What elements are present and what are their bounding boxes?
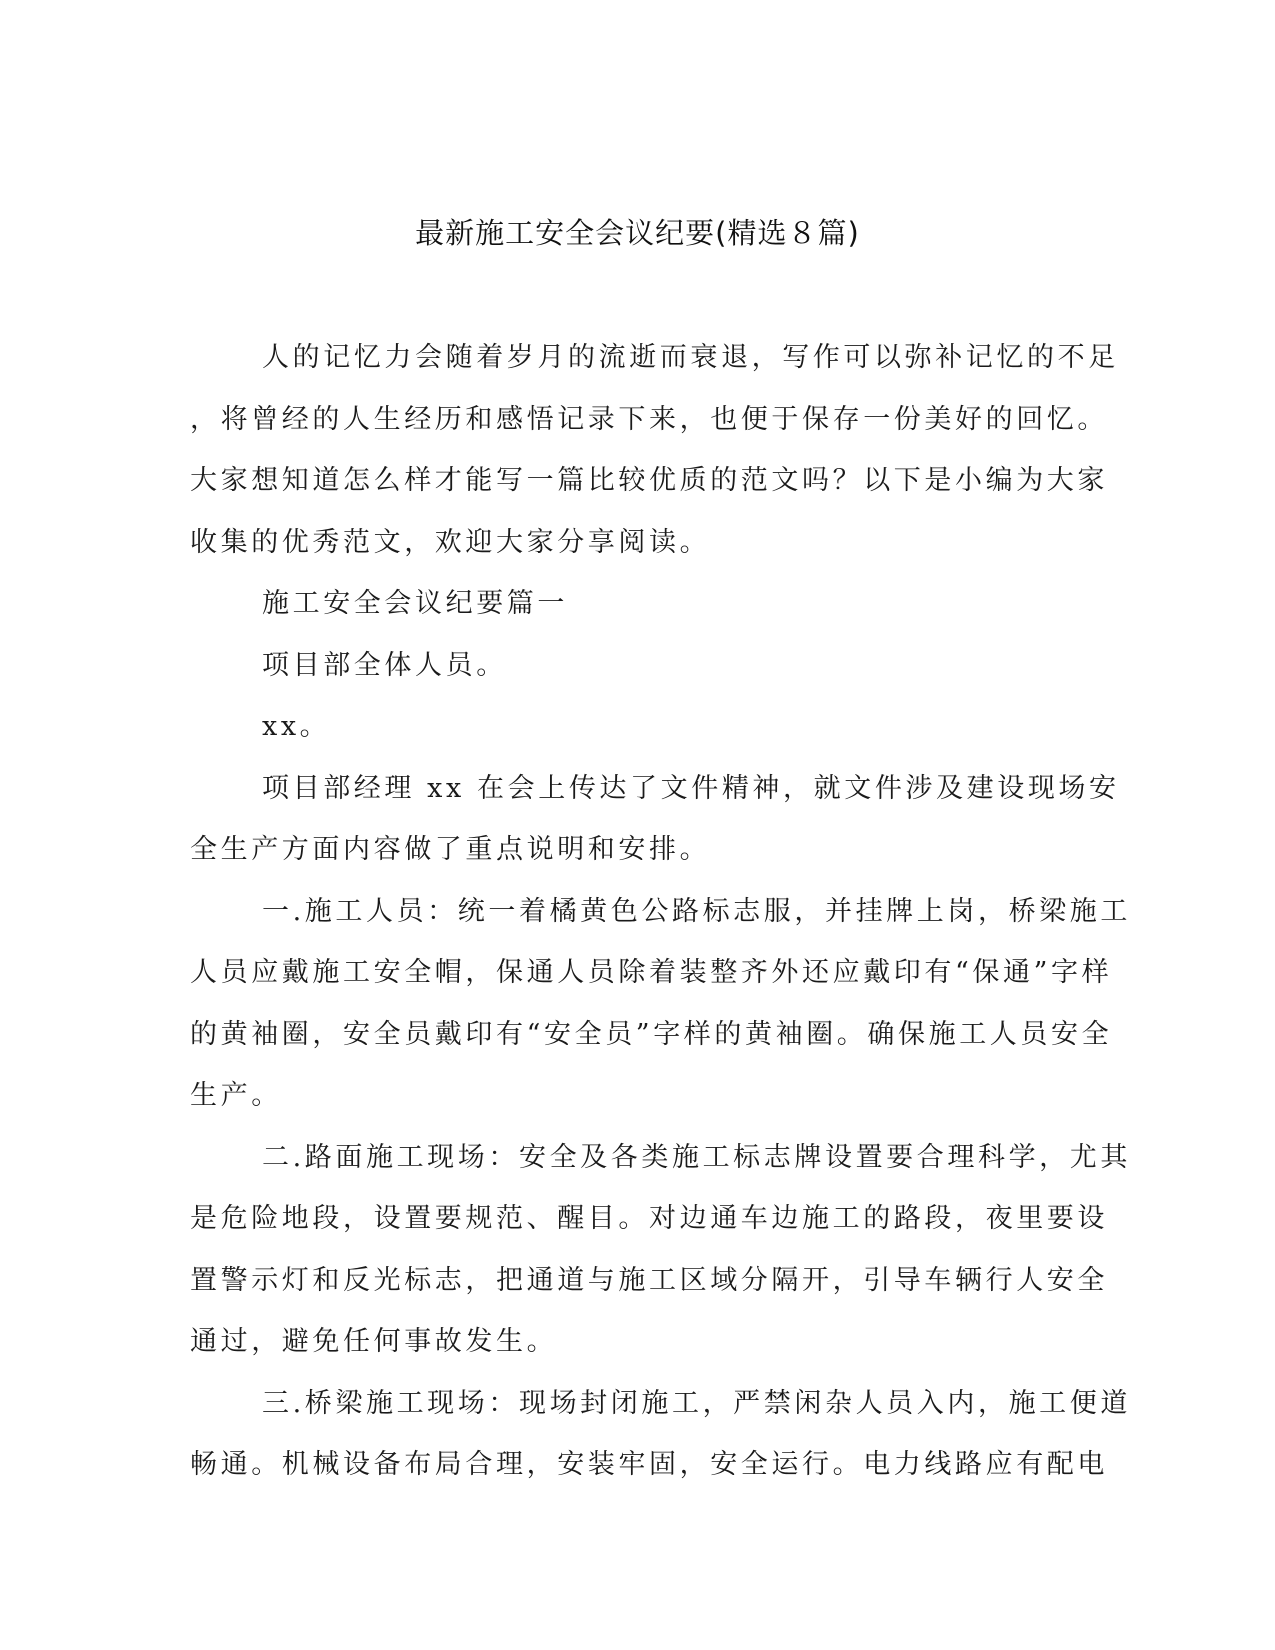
text-line: 是危险地段，设置要规范、醒目。对边通车边施工的路段，夜里要设 [190, 1203, 1108, 1234]
text-line: 大家想知道怎么样才能写一篇比较优质的范文吗？以下是小编为大家 [190, 465, 1108, 496]
document-title: 最新施工安全会议纪要(精选８篇) [415, 216, 860, 250]
text-line: 全生产方面内容做了重点说明和安排。 [190, 834, 711, 865]
text-line: 通过，避免任何事故发生。 [190, 1326, 558, 1357]
text-line: 三.桥梁施工现场：现场封闭施工，严禁闲杂人员入内，施工便道 [262, 1387, 1131, 1419]
text-line: 人的记忆力会随着岁月的流逝而衰退，写作可以弥补记忆的不足 [262, 342, 1119, 373]
text-line: 畅通。机械设备布局合理，安装牢固，安全运行。电力线路应有配电 [190, 1449, 1108, 1480]
text-line: 生产。 [190, 1080, 282, 1111]
document-body [190, 327, 1131, 1496]
text-line: 项目部经理 xx 在会上传达了文件精神，就文件涉及建设现场安 [262, 772, 1120, 804]
text-line: 人员应戴施工安全帽，保通人员除着装整齐外还应戴印有“保通”字样 [190, 957, 1113, 988]
text-line: 收集的优秀范文，欢迎大家分享阅读。 [190, 526, 711, 558]
text-line: xx。 [262, 711, 331, 742]
text-line: 项目部全体人员。 [262, 649, 507, 681]
text-line: 一.施工人员：统一着橘黄色公路标志服，并挂牌上岗，桥梁施工 [262, 895, 1131, 927]
text-line: ，将曾经的人生经历和感悟记录下来，也便于保存一份美好的回忆。 [190, 403, 1108, 435]
text-line: 二.路面施工现场：安全及各类施工标志牌设置要合理科学，尤其 [262, 1141, 1131, 1173]
section-heading: 施工安全会议纪要篇一 [262, 588, 568, 619]
text-line: 的黄袖圈，安全员戴印有“安全员”字样的黄袖圈。确保施工人员安全 [190, 1018, 1113, 1050]
text-line: 置警示灯和反光标志，把通道与施工区域分隔开，引导车辆行人安全 [190, 1264, 1108, 1296]
